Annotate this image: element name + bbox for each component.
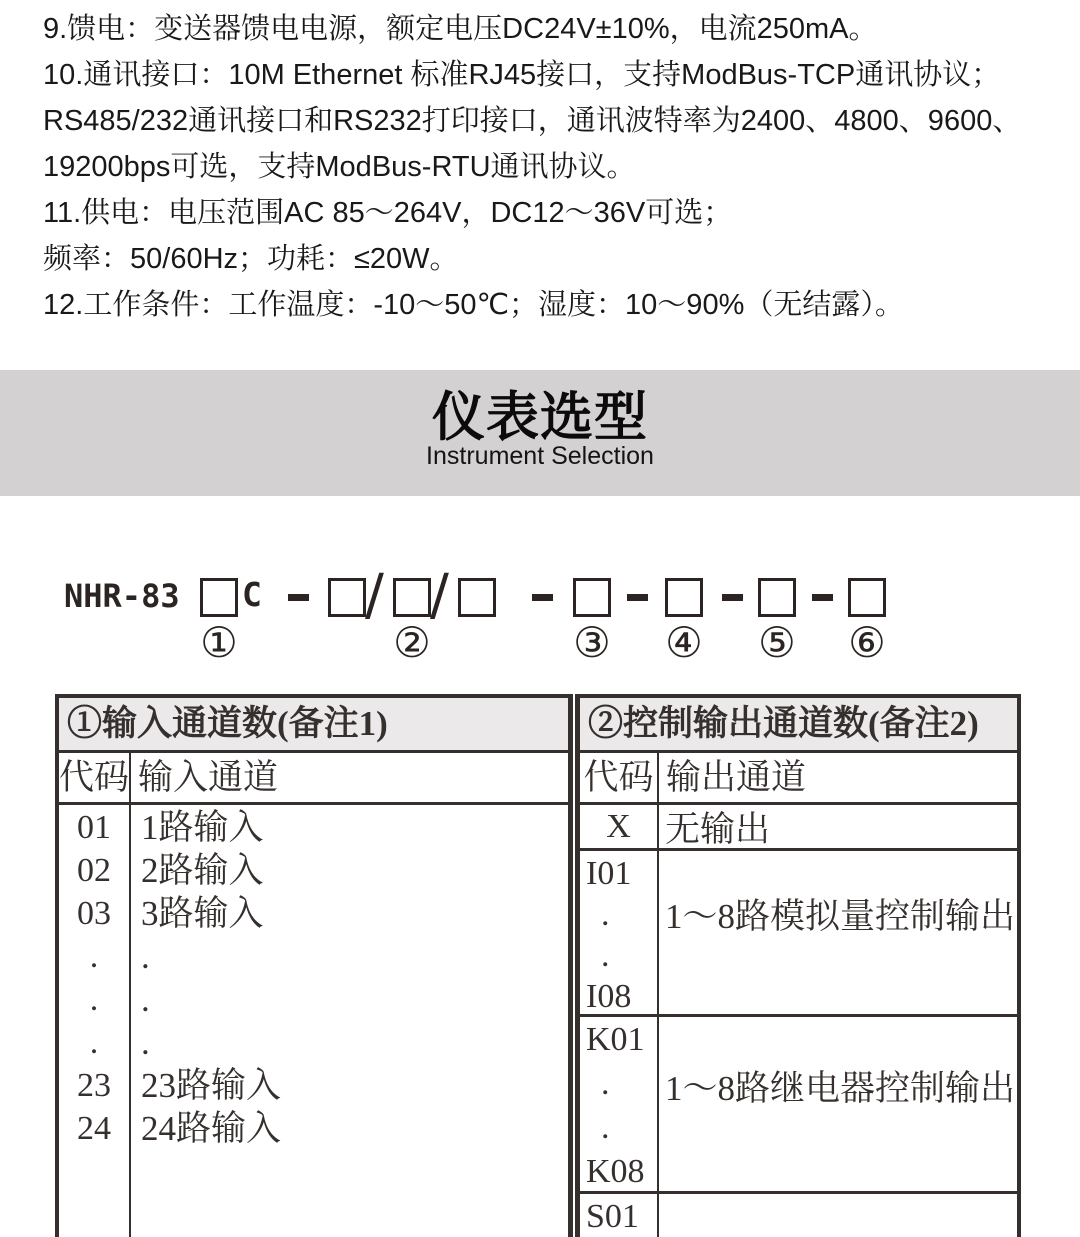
spec-line-frequency: 频率：50/60Hz；功耗：≤20W。 [43,243,459,275]
output-code: I08 [586,978,632,1015]
input-channel-cell: 2路输入 [141,851,264,890]
input-channel-cell: 3路输入 [141,894,264,933]
output-label-cell: 1～8路继电器控制输出 [665,1069,1016,1108]
input-channel-cell: . [141,980,150,1019]
output-channel-header: 输出通道 [666,758,807,797]
model-marker-1: ① [200,621,238,667]
output-code-cell [580,851,659,1014]
model-code-box-5 [573,578,611,617]
input-channels-table [55,694,573,1237]
model-marker-4: ④ [665,621,703,667]
output-code-cell [580,1194,659,1237]
input-code-cell: 02 [77,852,111,889]
input-code-cell: 24 [77,1110,111,1147]
output-label-cell [659,1194,1017,1237]
model-slash: / [430,563,449,628]
model-marker-3: ③ [573,621,611,667]
output-table-subheader [580,753,1017,805]
input-channel-column [131,805,568,1237]
input-channel-cell: 1路输入 [141,808,264,847]
input-code-cell: 23 [77,1067,111,1104]
output-code-cell: X [580,805,659,848]
output-code: I01 [586,855,632,892]
model-marker-2: ② [393,621,431,667]
model-dash [532,594,553,601]
spec-line-comm-interface: 10.通讯接口：10M Ethernet 标准RJ45接口，支持ModBus-TCP通讯协议； [43,59,1001,91]
model-code-diagram [0,560,1080,692]
model-code-box-2 [328,578,366,617]
input-code-cell: 03 [77,895,111,932]
model-marker-5: ⑤ [758,621,796,667]
input-channel-cell: 23路输入 [141,1066,282,1105]
input-code-header: 代码 [59,753,131,802]
output-row-none [580,805,1017,851]
output-row-s [580,1194,1017,1237]
specs-section [43,6,1052,328]
output-row-analog [580,851,1017,1017]
input-channel-cell: 24路输入 [141,1109,282,1148]
model-code-box-3 [393,578,431,617]
ellipsis-dot: . [601,1109,610,1146]
output-code: K01 [586,1021,645,1058]
model-dash [722,594,743,601]
input-code-cell: . [89,981,99,1018]
output-label-cell: 无输出 [665,809,771,849]
model-suffix-c: C [242,575,262,614]
model-dash [627,594,648,601]
output-row-relay [580,1017,1017,1194]
input-channel-cell: . [141,937,150,976]
model-prefix: NHR-83 [64,577,180,615]
output-code-header: 代码 [580,753,659,802]
spec-line-feed-power: 9.馈电：变送器馈电电源，额定电压DC24V±10%，电流250mA。 [43,13,878,45]
output-channels-table [575,694,1021,1237]
model-code-box-1 [200,578,238,617]
ellipsis-dot: . [601,896,610,933]
input-table-subheader [59,753,568,805]
output-code: S01 [586,1198,639,1235]
model-dash [288,594,309,601]
output-code-cell [580,1017,659,1191]
model-code-box-7 [758,578,796,617]
spec-line-comm-protocol: 19200bps可选，支持ModBus-RTU通讯协议。 [43,151,636,183]
spec-line-working-conditions: 12.工作条件：工作温度：-10～50℃；湿度：10～90%（无结露）。 [43,289,904,321]
model-code-box-8 [848,578,886,617]
input-code-cell: 01 [77,809,111,846]
output-code: K08 [586,1153,645,1190]
input-channel-cell: . [141,1023,150,1062]
input-table-body [59,805,568,1237]
input-table-header: ①输入通道数(备注1) [59,698,568,753]
model-slash: / [365,563,384,628]
spec-line-power-supply: 11.供电：电压范围AC 85～264V，DC12～36V可选； [43,197,733,229]
ellipsis-dot: . [601,937,610,974]
output-label-cell: 1～8路模拟量控制输出 [665,896,1016,936]
model-dash [812,594,833,601]
input-code-cell: . [89,938,99,975]
input-code-column [59,805,131,1237]
section-title: 仪表选型 [432,388,648,447]
input-code-cell: . [89,1024,99,1061]
input-channel-header: 输入通道 [138,758,279,797]
output-table-header: ②控制输出通道数(备注2) [580,698,1017,753]
spec-line-comm-baud: RS485/232通讯接口和RS232打印接口，通讯波特率为2400、4800、9600、 [43,105,1022,137]
model-code-box-4 [458,578,496,617]
model-marker-6: ⑥ [848,621,886,667]
ellipsis-dot: . [601,1065,610,1102]
section-banner [0,370,1080,496]
model-code-box-6 [665,578,703,617]
section-subtitle: Instrument Selection [426,442,654,470]
